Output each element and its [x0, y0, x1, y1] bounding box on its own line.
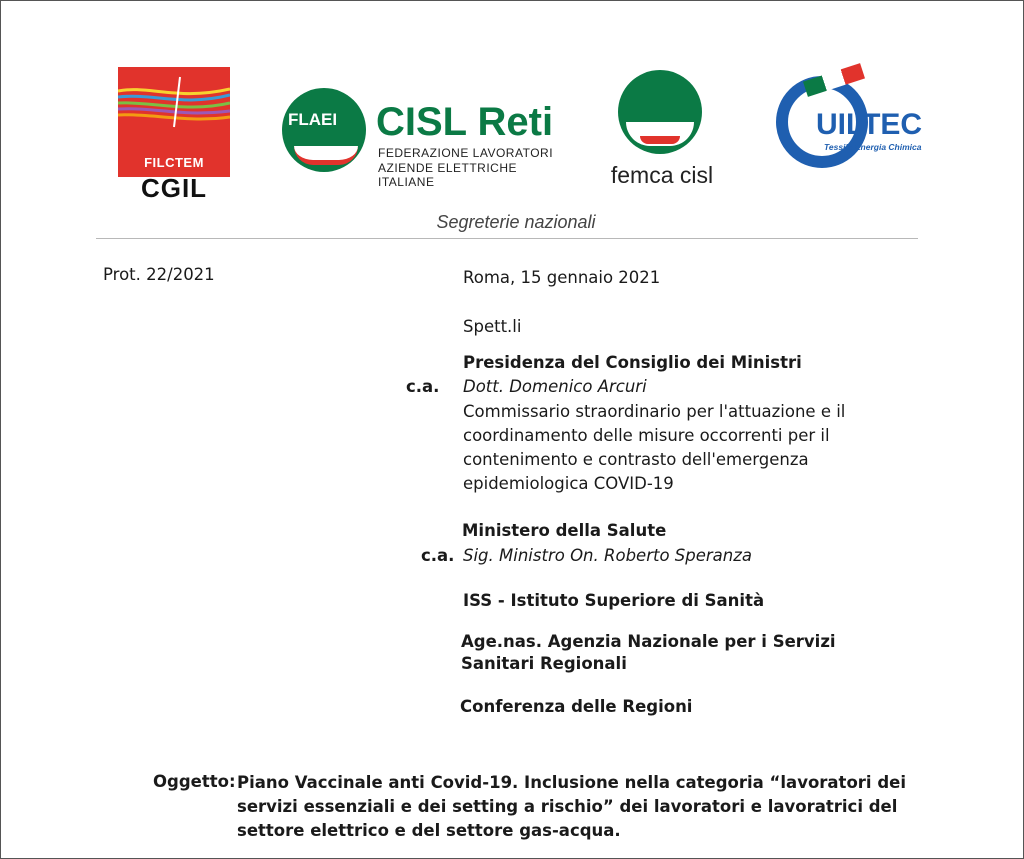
letter-date: Roma, 15 gennaio 2021: [463, 268, 661, 287]
femca-circle-icon: [618, 70, 702, 154]
flaei-circle-icon: [282, 88, 366, 172]
flaei-cisl-reti-logo: [282, 88, 577, 189]
cisl-reti-label: CISL Reti: [376, 100, 554, 144]
recipient-person-speranza: Sig. Ministro On. Roberto Speranza: [463, 546, 753, 565]
femca-label: femca cisl: [610, 162, 714, 188]
filctem-cgil-logo: [118, 67, 230, 202]
recipient-role-commissario: Commissario straordinario per l'attuazione e il coordinamento delle misure occorrenti per il contenimento e contrasto dell'emergenza epidemiologica COVID-19: [463, 402, 846, 493]
protocol-number: Prot. 22/2021: [103, 265, 215, 284]
ca-label: c.a.: [421, 546, 455, 565]
filctem-logo-box: [118, 67, 230, 177]
header-divider: [96, 238, 918, 239]
subject-label: Oggetto:: [153, 772, 236, 791]
recipient-iss: ISS - Istituto Superiore di Sanità: [463, 591, 765, 610]
uiltec-sub-label: Tessile Energia Chimica: [824, 142, 922, 152]
recipient-agenas: Age.nas. Agenzia Nazionale per i Servizi Sanitari Regionali: [461, 632, 836, 673]
uiltec-label: UILTEC: [816, 108, 923, 141]
femca-cisl-logo: [592, 70, 732, 190]
ca-label: c.a.: [406, 377, 440, 396]
recipient-ministero: Ministero della Salute: [462, 521, 667, 540]
flaei-tag: FLAEI: [288, 110, 338, 129]
segreterie-heading: Segreterie nazionali: [436, 212, 596, 232]
salutation: Spett.li: [463, 317, 522, 336]
flaei-line1: FEDERAZIONE LAVORATORI: [378, 146, 554, 160]
subject-text: Piano Vaccinale anti Covid-19. Inclusione nella categoria “lavoratori dei servizi essenziali e dei setting a rischio” dei lavoratori e lavoratrici del settore elettrico e del settore gas-acqua.: [237, 773, 906, 840]
cgil-label: CGIL: [140, 173, 208, 203]
recipient-conferenza: Conferenza delle Regioni: [460, 697, 693, 716]
filctem-label: FILCTEM: [144, 155, 204, 170]
rainbow-lines-icon: [118, 67, 230, 155]
flaei-line2: AZIENDE ELETTRICHE ITALIANE: [378, 161, 518, 189]
flaei-swoosh-icon: [294, 146, 358, 165]
uiltec-logo: [776, 72, 946, 177]
recipient-person-arcuri: Dott. Domenico Arcuri: [463, 377, 647, 396]
recipient-presidenza: Presidenza del Consiglio dei Ministri: [463, 353, 802, 372]
